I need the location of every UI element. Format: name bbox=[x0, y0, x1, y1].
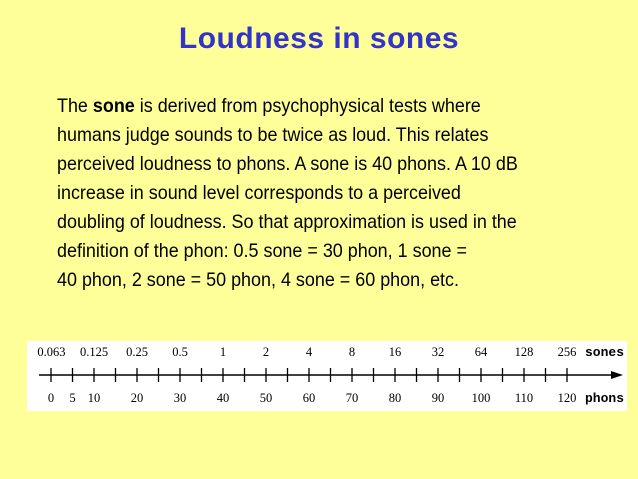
line-suffix: is derived from psychophysical tests where bbox=[134, 95, 481, 117]
phon-label: 60 bbox=[302, 391, 316, 405]
paragraph-line: doubling of loudness. So that approximation is used in the bbox=[57, 211, 517, 233]
line-prefix: The bbox=[57, 95, 93, 117]
phon-label: 0 bbox=[47, 391, 55, 405]
scale-graphic bbox=[27, 341, 627, 411]
phon-label: 90 bbox=[431, 391, 445, 405]
sone-label: 256 bbox=[557, 345, 577, 359]
paragraph-line: humans judge sounds to be twice as loud. This relates bbox=[57, 124, 489, 146]
phon-label: 40 bbox=[216, 391, 230, 405]
sone-label: 32 bbox=[431, 345, 445, 359]
axis-arrow-icon bbox=[611, 371, 623, 379]
sone-label: 0.25 bbox=[126, 345, 148, 359]
sone-label: 2 bbox=[262, 345, 270, 359]
phon-label: 110 bbox=[514, 391, 534, 405]
phon-label: 5 bbox=[69, 391, 76, 405]
slide-title: Loudness in sones bbox=[178, 22, 460, 55]
sone-label: 16 bbox=[388, 345, 402, 359]
sone-label: 0.125 bbox=[79, 345, 109, 359]
bold-term-sone: sone bbox=[92, 95, 135, 117]
paragraph-line: definition of the phon: 0.5 sone = 30 phon, 1 sone = bbox=[57, 240, 467, 262]
sone-label: 64 bbox=[474, 345, 488, 359]
phon-label: 120 bbox=[557, 391, 577, 405]
sone-label: 1 bbox=[219, 345, 227, 359]
sone-label: 4 bbox=[305, 345, 313, 359]
phon-label: 80 bbox=[388, 391, 402, 405]
sone-label: 0.5 bbox=[172, 345, 188, 359]
sones-unit-label: sones bbox=[585, 345, 625, 360]
phon-label: 30 bbox=[173, 391, 187, 405]
body-paragraph bbox=[57, 92, 554, 295]
paragraph-line: perceived loudness to phons. A sone is 40 phons. A 10 dB bbox=[57, 153, 518, 175]
paragraph-line: 40 phon, 2 sone = 50 phon, 4 sone = 60 phon, etc. bbox=[57, 269, 459, 291]
sone-label: 0.063 bbox=[37, 345, 66, 359]
phon-label: 10 bbox=[87, 391, 101, 405]
sone-phon-scale bbox=[27, 341, 627, 411]
paragraph-line: increase in sound level corresponds to a perceived bbox=[57, 182, 461, 204]
sone-label: 8 bbox=[348, 345, 356, 359]
phon-label: 100 bbox=[471, 391, 491, 405]
paragraph-line bbox=[57, 92, 554, 121]
phon-label: 70 bbox=[345, 391, 359, 405]
phon-label: 50 bbox=[259, 391, 273, 405]
phons-unit-label: phons bbox=[585, 391, 625, 406]
phon-label: 20 bbox=[130, 391, 144, 405]
sone-label: 128 bbox=[514, 345, 534, 359]
